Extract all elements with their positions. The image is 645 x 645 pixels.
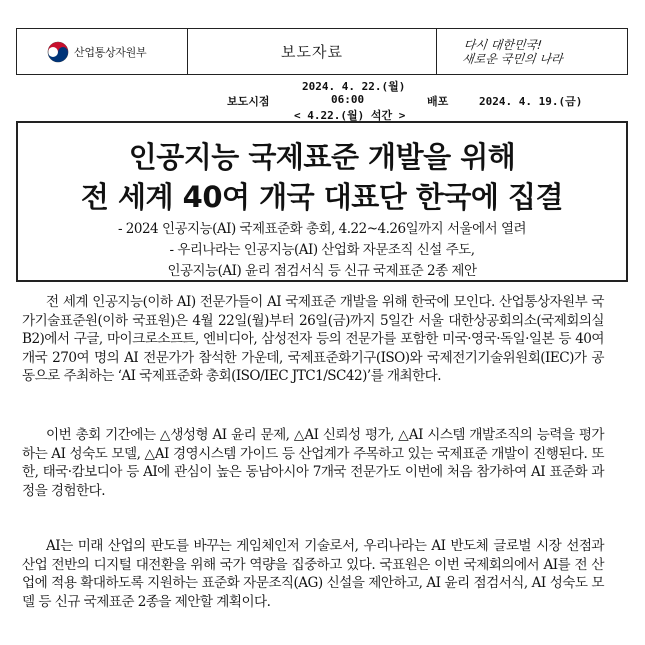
distribute-label: 배포 <box>427 95 449 108</box>
header-box <box>16 28 628 75</box>
subheading-1: - 2024 인공지능(AI) 국제표준화 총회, 4.22~4.26일까지 서울에서 열려 <box>117 221 527 237</box>
subheading-3: 인공지능(AI) 윤리 점검서식 등 신규 국제표준 2종 제안 <box>167 263 477 279</box>
body-paragraph-3: AI는 미래 산업의 판도를 바꾸는 게임체인저 기술로서, 우리나라는 AI 반도체 글로벌 시장 선점과 산업 전반의 디지털 대전환을 위해 국가 역량을 집중하고 있다. 국표원은 이번 국제회의에서 AI를 전 산업에 적용 확대하도록 지원하는 표준화 자문조직(AG) 신설을 제안하고, AI 윤리 점검서식, AI 성숙도 모델 등 신규 국제표준 2종을 제안할 계획이다. <box>22 538 604 610</box>
slogan-line-2: 새로운 국민의 나라 <box>461 51 564 66</box>
distribute-date: 2024. 4. 19.(금) <box>479 95 583 108</box>
ministry-name: 산업통상자원부 <box>74 45 147 59</box>
headline-box <box>16 121 628 282</box>
body-paragraph-2: 이번 총회 기간에는 △생성형 AI 윤리 문제, △AI 신뢰성 평가, △AI 시스템 개발조직의 능력을 평가하는 AI 성숙도 모델, △AI 경영시스템 가이드 등 산업계가 주목하고 있는 국제표준 개발이 진행된다. 또한, 태국·캄보디아 등 AI에 관심이 높은 동남아시아 7개국 전문가도 이번에 처음 참가하여 AI 표준화 과정을 경험한다. <box>22 427 604 499</box>
ministry-logo <box>17 29 187 74</box>
release-date: 2024. 4. 22.(월) <box>302 80 406 93</box>
slogan <box>435 29 630 74</box>
release-time-label: 보도시점 <box>227 95 270 108</box>
slogan-line-1: 다시 대한민국! <box>463 37 543 52</box>
taegeuk-logo-icon <box>47 41 69 63</box>
release-time: 06:00 <box>331 93 365 106</box>
release-note: < 4.22.(월) 석간 > <box>294 109 406 122</box>
subheading-2: - 우리나라는 인공지능(AI) 산업화 자문조직 신설 주도, <box>169 242 475 258</box>
headline-line-1: 인공지능 국제표준 개발을 위해 <box>128 140 516 174</box>
headline-line-2: 전 세계 40여 개국 대표단 한국에 집결 <box>80 180 564 214</box>
doc-type-label: 보도자료 <box>187 29 437 74</box>
body-paragraph-1: 전 세계 인공지능(이하 AI) 전문가들이 AI 국제표준 개발을 위해 한국에 모인다. 산업통상자원부 국가기술표준원(이하 국표원)은 4월 22일(월)부터 26일(금)까지 5일간 서울 대한상공회의소(국제회의실 B2)에서 구글, 마이크로소프트, 엔비디아, 삼성전자 등의 전문가를 포함한 미국·영국·독일·일본 등 40여 개국 270여 명의 AI 전문가가 참석한 가운데, 국제표준화기구(ISO)와 국제전기기술위원회(IEC)가 공동으로 주최하는 ‘AI 국제표준화 총회(ISO/IEC JTC1/SC42)’를 개최한다. <box>22 294 604 384</box>
